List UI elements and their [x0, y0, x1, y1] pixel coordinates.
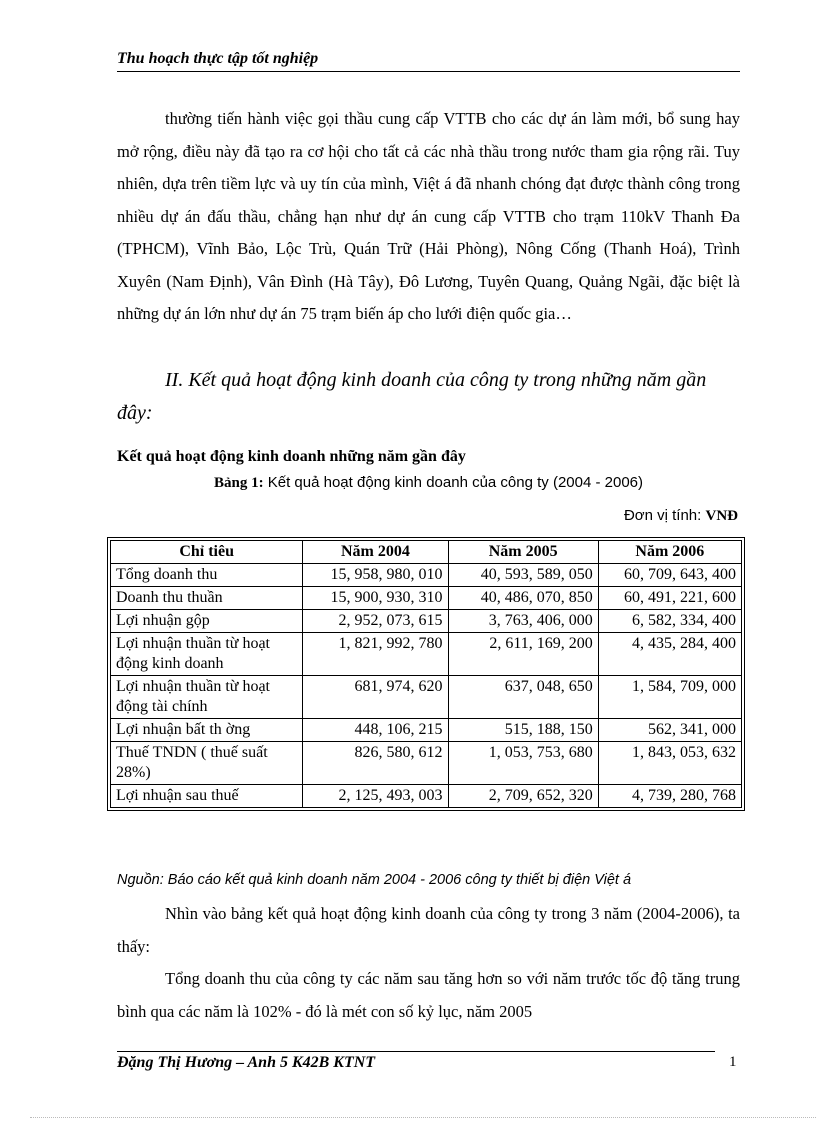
- cell-2005: 3, 763, 406, 000: [448, 610, 598, 633]
- header-year-2005: Năm 2005: [448, 541, 598, 564]
- row-label: Tổng doanh thu: [111, 564, 303, 587]
- unit-value: VNĐ: [705, 508, 738, 524]
- results-table: [110, 540, 742, 808]
- row-label: Thuế TNDN ( thuế suất 28%): [111, 742, 303, 785]
- table-row: [111, 610, 742, 633]
- cell-2005: 2, 611, 169, 200: [448, 633, 598, 676]
- table-row: [111, 719, 742, 742]
- cell-2006: 1, 584, 709, 000: [598, 676, 741, 719]
- footer-author: Đặng Thị Hương – Anh 5 K42B KTNT: [117, 1054, 376, 1071]
- row-label: Lợi nhuận thuần từ hoạt động kinh doanh: [111, 633, 303, 676]
- footer-divider: [117, 1051, 715, 1052]
- unit-note: [624, 507, 738, 525]
- intro-paragraph: thường tiến hành việc gọi thầu cung cấp VTTB cho các dự án làm mới, bổ sung hay mở rộng, điều này đã tạo ra cơ hội cho tất cả các nhà thầu trong nước tham gia rộng rãi. Tuy nhiên, dựa trên tiềm lực và uy tín của mình, Việt á đã nhanh chóng đạt được thành công trong nhiều dự án đấu thầu, chẳng hạn như dự án cung cấp VTTB cho trạm 110kV Thanh Đa (TPHCM), Vĩnh Bảo, Lộc Trù, Quán Trữ (Hải Phòng), Nông Cống (Thanh Hoá), Trình Xuyên (Nam Định), Vân Đình (Hà Tây), Đô Lương, Tuyên Quang, Quảng Ngãi, đặc biệt là những dự án lớn như dự án 75 trạm biến áp cho lưới điện quốc gia…: [117, 109, 740, 323]
- results-table-frame: [107, 537, 745, 811]
- page-number: 1: [729, 1054, 737, 1070]
- row-label: Lợi nhuận gộp: [111, 610, 303, 633]
- cell-2006: 1, 843, 053, 632: [598, 742, 741, 785]
- table-row: [111, 587, 742, 610]
- page-header: Thu hoạch thực tập tốt nghiệp: [117, 50, 740, 72]
- table-header-row: [111, 541, 742, 564]
- cell-2005: 637, 048, 650: [448, 676, 598, 719]
- cell-2005: 515, 188, 150: [448, 719, 598, 742]
- table-row: [111, 785, 742, 808]
- analysis-paragraph: Tổng doanh thu của công ty các năm sau tăng hơn so với năm trước tốc độ tăng trung bình qua các năm là 102% - đó là mét con số kỷ lục, năm 2005: [117, 969, 740, 1021]
- row-label: Lợi nhuận sau thuế: [111, 785, 303, 808]
- cell-2006: 60, 709, 643, 400: [598, 564, 741, 587]
- cell-2006: 4, 435, 284, 400: [598, 633, 741, 676]
- analysis-paragraph: Nhìn vào bảng kết quả hoạt động kinh doanh của công ty trong 3 năm (2004-2006), ta thấy:: [117, 904, 740, 956]
- table-source-note: Nguồn: Báo cáo kết quả kinh doanh năm 2004 - 2006 công ty thiết bị điện Việt á: [117, 872, 632, 888]
- cell-2004: 2, 125, 493, 003: [303, 785, 448, 808]
- section-heading: II. Kết quả hoạt động kinh doanh của công ty trong những năm gần đây:: [117, 369, 707, 424]
- cell-2004: 681, 974, 620: [303, 676, 448, 719]
- cell-2006: 562, 341, 000: [598, 719, 741, 742]
- cell-2006: 60, 491, 221, 600: [598, 587, 741, 610]
- caption-label: Bảng 1:: [213, 475, 264, 491]
- header-indicator: Chỉ tiêu: [111, 541, 303, 564]
- cell-2004: 15, 958, 980, 010: [303, 564, 448, 587]
- cell-2006: 6, 582, 334, 400: [598, 610, 741, 633]
- table-row: [111, 676, 742, 719]
- unit-label: Đơn vị tính:: [623, 507, 702, 524]
- cell-2004: 2, 952, 073, 615: [303, 610, 448, 633]
- row-label: Lợi nhuận thuần từ hoạt động tài chính: [111, 676, 303, 719]
- table-row: [111, 742, 742, 785]
- page-break-divider: [30, 1117, 816, 1118]
- cell-2004: 1, 821, 992, 780: [303, 633, 448, 676]
- cell-2005: 2, 709, 652, 320: [448, 785, 598, 808]
- cell-2004: 826, 580, 612: [303, 742, 448, 785]
- table-caption: [117, 474, 740, 492]
- caption-text: Kết quả hoạt động kinh doanh của công ty (2004 - 2006): [267, 474, 644, 491]
- header-year-2006: Năm 2006: [598, 541, 741, 564]
- table-row: [111, 633, 742, 676]
- row-label: Doanh thu thuần: [111, 587, 303, 610]
- cell-2004: 448, 106, 215: [303, 719, 448, 742]
- table-heading: Kết quả hoạt động kinh doanh những năm gần đây: [117, 448, 466, 465]
- cell-2005: 40, 593, 589, 050: [448, 564, 598, 587]
- cell-2005: 40, 486, 070, 850: [448, 587, 598, 610]
- cell-2004: 15, 900, 930, 310: [303, 587, 448, 610]
- analysis-text: [117, 898, 740, 1028]
- cell-2005: 1, 053, 753, 680: [448, 742, 598, 785]
- cell-2006: 4, 739, 280, 768: [598, 785, 741, 808]
- table-row: [111, 564, 742, 587]
- header-year-2004: Năm 2004: [303, 541, 448, 564]
- row-label: Lợi nhuận bất th ờng: [111, 719, 303, 742]
